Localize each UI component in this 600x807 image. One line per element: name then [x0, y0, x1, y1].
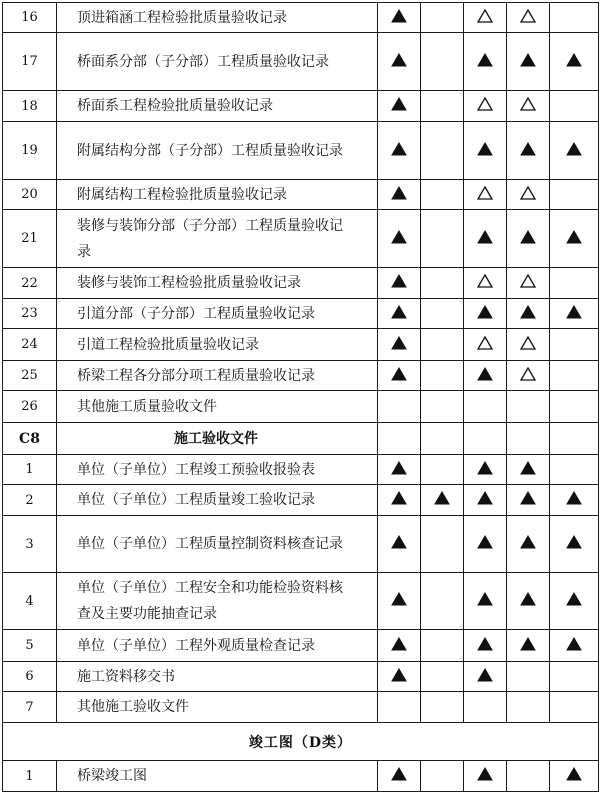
mark-cell: [464, 33, 507, 91]
open-triangle-icon: [477, 186, 493, 200]
record-name: 单位（子单位）工程安全和功能检验资料核查及主要功能抽查记录: [57, 573, 378, 630]
filled-triangle-icon: [391, 637, 407, 651]
mark-cell: [421, 33, 464, 91]
mark-cell: [550, 662, 599, 692]
mark-cell: [378, 761, 421, 792]
record-name: 单位（子单位）工程质量控制资料核查记录: [57, 516, 378, 573]
mark-cell: [421, 210, 464, 268]
mark-cell: [507, 630, 550, 662]
mark-cell: [464, 662, 507, 692]
mark-cell: [378, 630, 421, 662]
mark-cell: [421, 180, 464, 210]
mark-cell: [464, 91, 507, 122]
mark-cell: [550, 630, 599, 662]
filled-triangle-icon: [566, 305, 582, 319]
filled-triangle-icon: [477, 53, 493, 67]
record-name: 引道工程检验批质量验收记录: [57, 329, 378, 361]
open-triangle-icon: [477, 97, 493, 111]
mark-cell: [464, 122, 507, 180]
filled-triangle-icon: [391, 53, 407, 67]
filled-triangle-icon: [566, 637, 582, 651]
row-number: 25: [3, 361, 57, 391]
table-row: [3, 268, 599, 299]
mark-cell: [421, 299, 464, 329]
mark-cell: [507, 91, 550, 122]
filled-triangle-icon: [477, 767, 493, 781]
filled-triangle-icon: [391, 592, 407, 606]
row-number: 16: [3, 3, 57, 33]
table-row: [3, 91, 599, 122]
mark-cell: [464, 210, 507, 268]
mark-cell: [464, 761, 507, 792]
mark-cell: [550, 329, 599, 361]
record-name: 其他施工质量验收文件: [57, 391, 378, 423]
filled-triangle-icon: [520, 230, 536, 244]
table-row: [3, 33, 599, 91]
filled-triangle-icon: [520, 305, 536, 319]
mark-cell: [421, 122, 464, 180]
mark-cell: [507, 329, 550, 361]
mark-cell: [550, 391, 599, 423]
record-name: 桥梁工程各分部分项工程质量验收记录: [57, 361, 378, 391]
mark-cell: [550, 122, 599, 180]
mark-cell: [507, 268, 550, 299]
mark-cell: [550, 761, 599, 792]
filled-triangle-icon: [391, 336, 407, 350]
row-number: 17: [3, 33, 57, 91]
section-title: 施工验收文件: [57, 423, 378, 455]
mark-cell: [378, 391, 421, 423]
row-number: 1: [3, 455, 57, 485]
filled-triangle-icon: [520, 53, 536, 67]
mark-cell: [464, 630, 507, 662]
table-row: [3, 180, 599, 210]
mark-cell: [507, 210, 550, 268]
row-number: 2: [3, 485, 57, 516]
filled-triangle-icon: [477, 668, 493, 682]
record-name: 桥梁竣工图: [57, 761, 378, 792]
records-table: [2, 2, 599, 792]
table-row: [3, 630, 599, 662]
mark-cell: [378, 122, 421, 180]
open-triangle-icon: [520, 97, 536, 111]
filled-triangle-icon: [520, 142, 536, 156]
mark-cell: [464, 268, 507, 299]
record-name: 附属结构工程检验批质量验收记录: [57, 180, 378, 210]
mark-cell: [378, 455, 421, 485]
mark-cell: [421, 423, 464, 455]
open-triangle-icon: [520, 274, 536, 288]
mark-cell: [421, 630, 464, 662]
mark-cell: [550, 180, 599, 210]
record-name: 桥面系分部（子分部）工程质量验收记录: [57, 33, 378, 91]
mark-cell: [464, 361, 507, 391]
record-name: 装修与装饰分部（子分部）工程质量验收记录: [57, 210, 378, 268]
mark-cell: [464, 423, 507, 455]
filled-triangle-icon: [434, 491, 450, 505]
filled-triangle-icon: [391, 274, 407, 288]
row-number: C8: [3, 423, 57, 455]
mark-cell: [550, 210, 599, 268]
filled-triangle-icon: [520, 592, 536, 606]
mark-cell: [464, 485, 507, 516]
open-triangle-icon: [520, 336, 536, 350]
mark-cell: [507, 391, 550, 423]
mark-cell: [421, 761, 464, 792]
filled-triangle-icon: [477, 637, 493, 651]
filled-triangle-icon: [566, 592, 582, 606]
table-row: [3, 423, 599, 455]
filled-triangle-icon: [391, 461, 407, 475]
mark-cell: [550, 91, 599, 122]
table-row: [3, 485, 599, 516]
filled-triangle-icon: [566, 142, 582, 156]
filled-triangle-icon: [391, 230, 407, 244]
row-number: 21: [3, 210, 57, 268]
mark-cell: [378, 662, 421, 692]
mark-cell: [507, 299, 550, 329]
row-number: 1: [3, 761, 57, 792]
table-row: [3, 391, 599, 423]
row-number: 3: [3, 516, 57, 573]
mark-cell: [550, 485, 599, 516]
mark-cell: [378, 329, 421, 361]
mark-cell: [378, 268, 421, 299]
table-row: [3, 455, 599, 485]
row-number: 22: [3, 268, 57, 299]
mark-cell: [378, 516, 421, 573]
filled-triangle-icon: [391, 97, 407, 111]
row-number: 19: [3, 122, 57, 180]
mark-cell: [507, 122, 550, 180]
mark-cell: [550, 692, 599, 723]
record-name: 单位（子单位）工程外观质量检查记录: [57, 630, 378, 662]
filled-triangle-icon: [566, 767, 582, 781]
mark-cell: [464, 516, 507, 573]
table-row: [3, 723, 599, 761]
mark-cell: [507, 485, 550, 516]
record-name: 引道分部（子分部）工程质量验收记录: [57, 299, 378, 329]
mark-cell: [550, 268, 599, 299]
mark-cell: [378, 3, 421, 33]
record-name: 装修与装饰工程检验批质量验收记录: [57, 268, 378, 299]
mark-cell: [421, 692, 464, 723]
mark-cell: [378, 210, 421, 268]
mark-cell: [464, 573, 507, 630]
filled-triangle-icon: [520, 535, 536, 549]
mark-cell: [464, 391, 507, 423]
mark-cell: [507, 455, 550, 485]
mark-cell: [421, 573, 464, 630]
mark-cell: [507, 573, 550, 630]
mark-cell: [464, 3, 507, 33]
filled-triangle-icon: [391, 142, 407, 156]
table-row: [3, 516, 599, 573]
mark-cell: [507, 3, 550, 33]
mark-cell: [507, 33, 550, 91]
mark-cell: [378, 485, 421, 516]
mark-cell: [464, 455, 507, 485]
filled-triangle-icon: [566, 53, 582, 67]
filled-triangle-icon: [391, 186, 407, 200]
row-number: 26: [3, 391, 57, 423]
table-row: [3, 122, 599, 180]
mark-cell: [507, 516, 550, 573]
mark-cell: [550, 3, 599, 33]
mark-cell: [507, 180, 550, 210]
table-row: [3, 299, 599, 329]
filled-triangle-icon: [391, 668, 407, 682]
mark-cell: [507, 423, 550, 455]
mark-cell: [421, 516, 464, 573]
record-name: 施工资料移交书: [57, 662, 378, 692]
mark-cell: [507, 361, 550, 391]
filled-triangle-icon: [520, 491, 536, 505]
filled-triangle-icon: [391, 535, 407, 549]
mark-cell: [378, 361, 421, 391]
mark-cell: [464, 299, 507, 329]
row-number: 23: [3, 299, 57, 329]
row-number: 5: [3, 630, 57, 662]
filled-triangle-icon: [477, 535, 493, 549]
filled-triangle-icon: [477, 142, 493, 156]
mark-cell: [378, 180, 421, 210]
mark-cell: [421, 391, 464, 423]
open-triangle-icon: [477, 274, 493, 288]
mark-cell: [421, 455, 464, 485]
filled-triangle-icon: [520, 461, 536, 475]
filled-triangle-icon: [477, 230, 493, 244]
mark-cell: [421, 91, 464, 122]
filled-triangle-icon: [391, 305, 407, 319]
mark-cell: [507, 761, 550, 792]
record-name: 桥面系工程检验批质量验收记录: [57, 91, 378, 122]
filled-triangle-icon: [566, 491, 582, 505]
open-triangle-icon: [477, 9, 493, 23]
filled-triangle-icon: [391, 367, 407, 381]
mark-cell: [378, 423, 421, 455]
row-number: 6: [3, 662, 57, 692]
filled-triangle-icon: [391, 491, 407, 505]
row-number: 4: [3, 573, 57, 630]
filled-triangle-icon: [391, 9, 407, 23]
mark-cell: [550, 361, 599, 391]
mark-cell: [378, 573, 421, 630]
row-number: 20: [3, 180, 57, 210]
mark-cell: [464, 329, 507, 361]
record-name: 附属结构分部（子分部）工程质量验收记录: [57, 122, 378, 180]
table-row: [3, 210, 599, 268]
filled-triangle-icon: [520, 637, 536, 651]
record-name: 单位（子单位）工程竣工预验收报验表: [57, 455, 378, 485]
table-row: [3, 3, 599, 33]
record-name: 其他施工验收文件: [57, 692, 378, 723]
row-number: 18: [3, 91, 57, 122]
open-triangle-icon: [520, 186, 536, 200]
mark-cell: [421, 662, 464, 692]
table-row: [3, 761, 599, 792]
record-name: 单位（子单位）工程质量竣工验收记录: [57, 485, 378, 516]
table-row: [3, 573, 599, 630]
table-row: [3, 361, 599, 391]
mark-cell: [378, 692, 421, 723]
open-triangle-icon: [520, 9, 536, 23]
table-row: [3, 329, 599, 361]
mark-cell: [378, 91, 421, 122]
mark-cell: [507, 662, 550, 692]
mark-cell: [421, 485, 464, 516]
mark-cell: [507, 692, 550, 723]
mark-cell: [378, 299, 421, 329]
section-heading: 竣工图（D类）: [3, 723, 599, 761]
row-number: 24: [3, 329, 57, 361]
mark-cell: [378, 33, 421, 91]
filled-triangle-icon: [566, 535, 582, 549]
filled-triangle-icon: [477, 305, 493, 319]
mark-cell: [464, 692, 507, 723]
row-number: 7: [3, 692, 57, 723]
mark-cell: [550, 33, 599, 91]
mark-cell: [550, 423, 599, 455]
mark-cell: [550, 299, 599, 329]
mark-cell: [550, 573, 599, 630]
filled-triangle-icon: [477, 461, 493, 475]
open-triangle-icon: [477, 336, 493, 350]
table-row: [3, 692, 599, 723]
mark-cell: [464, 180, 507, 210]
filled-triangle-icon: [477, 367, 493, 381]
mark-cell: [550, 516, 599, 573]
mark-cell: [421, 268, 464, 299]
table-row: [3, 662, 599, 692]
filled-triangle-icon: [477, 491, 493, 505]
mark-cell: [421, 361, 464, 391]
filled-triangle-icon: [391, 767, 407, 781]
mark-cell: [550, 455, 599, 485]
filled-triangle-icon: [566, 230, 582, 244]
mark-cell: [421, 3, 464, 33]
mark-cell: [421, 329, 464, 361]
record-name: 顶进箱涵工程检验批质量验收记录: [57, 3, 378, 33]
open-triangle-icon: [520, 367, 536, 381]
filled-triangle-icon: [477, 592, 493, 606]
